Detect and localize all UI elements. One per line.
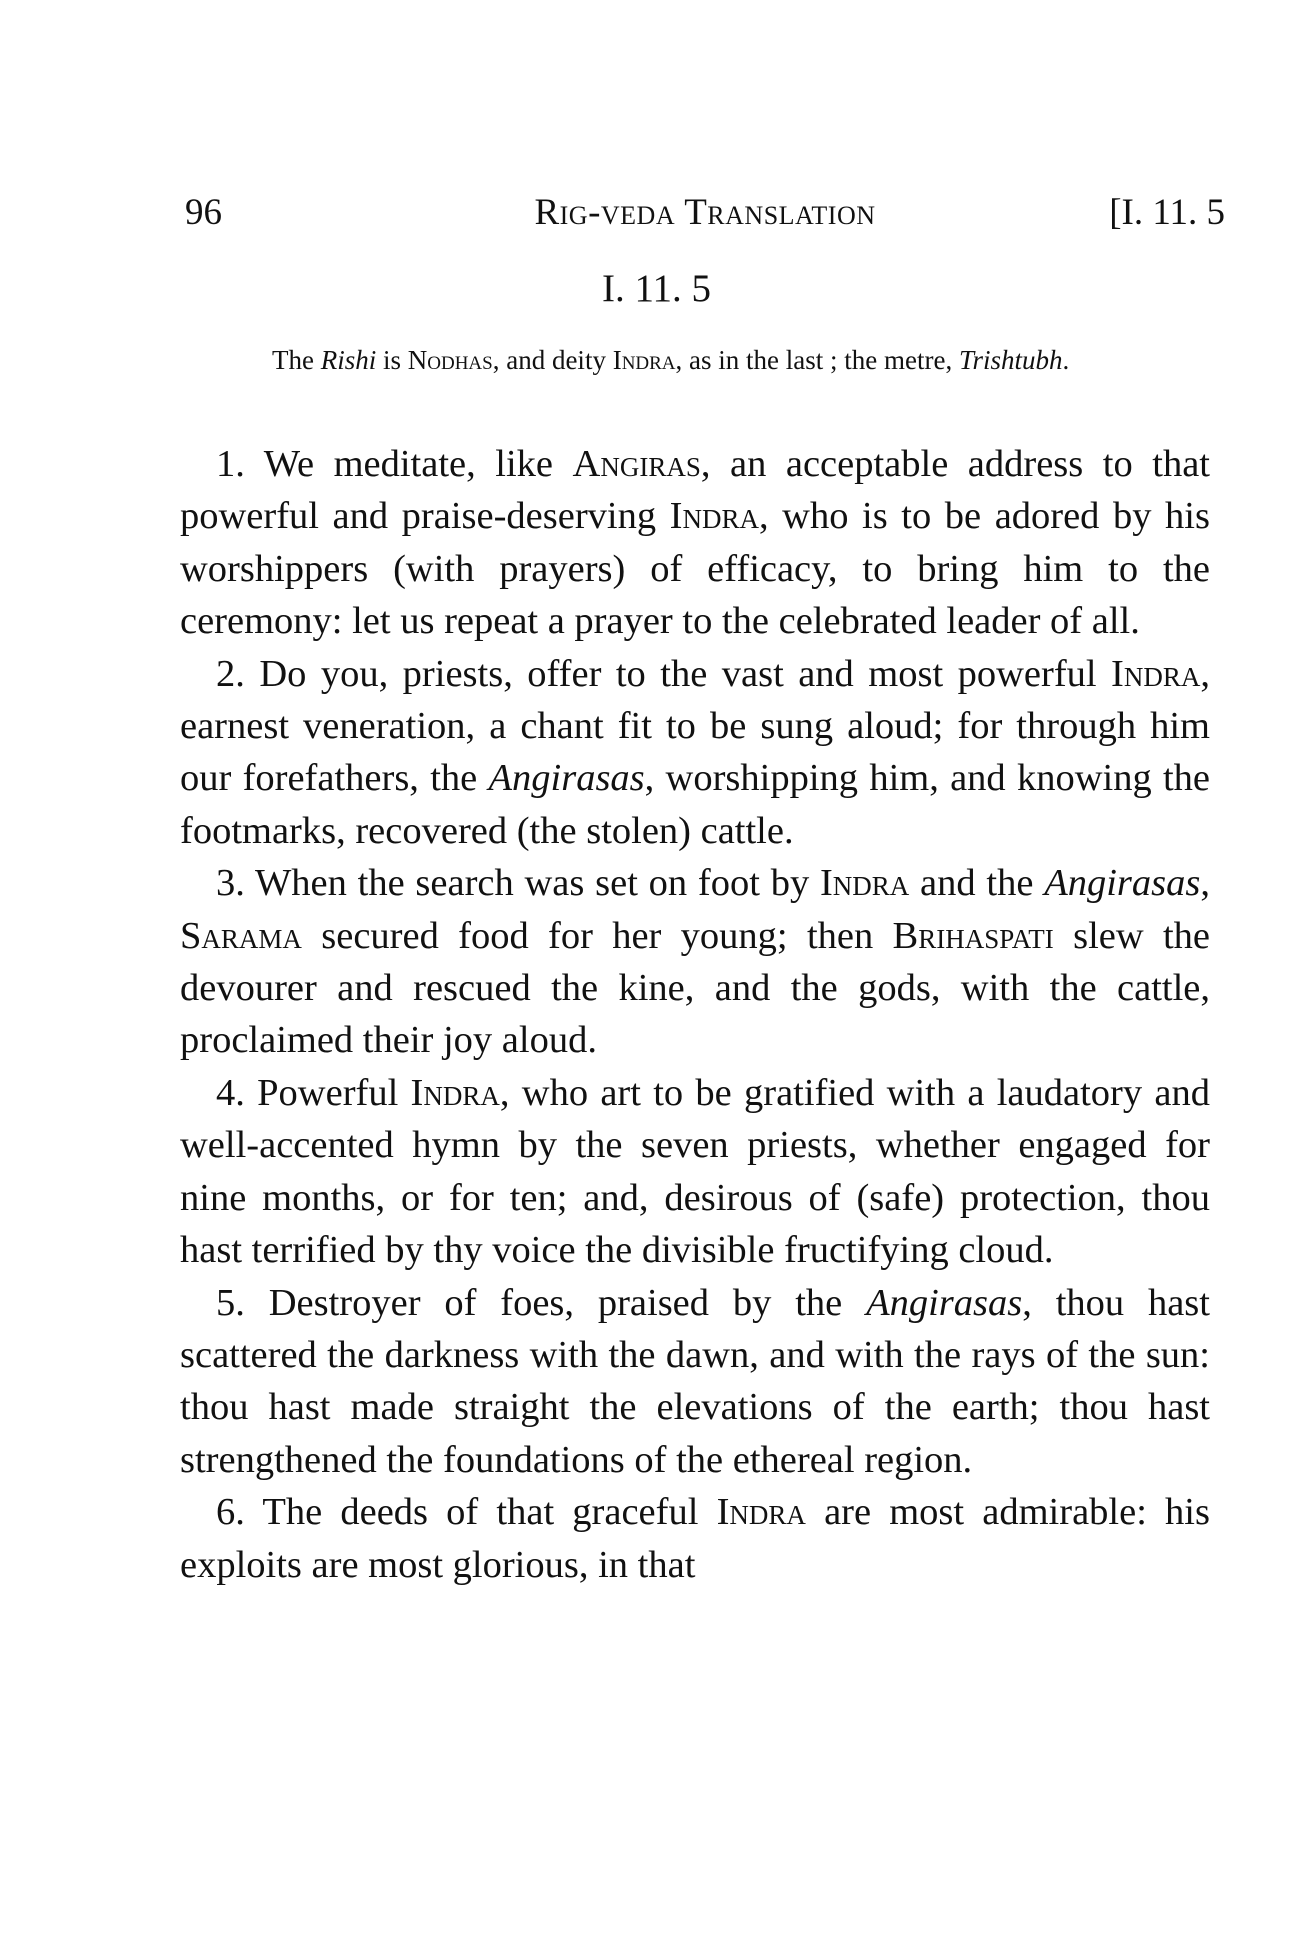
verse-text-run: 4. Powerful xyxy=(216,1071,411,1114)
intro-text: is xyxy=(376,345,408,375)
verse-text-run: , xyxy=(1200,862,1210,905)
verse-text-run: 5. Destroyer of foes, praised by the xyxy=(216,1281,867,1324)
verse-name: Brihaspati xyxy=(892,914,1054,957)
verse-name: Indra xyxy=(716,1491,806,1534)
verse-1 xyxy=(180,438,1210,648)
verse-text-run: 6. The deeds of that graceful xyxy=(216,1491,717,1534)
verse-text-run: , an acceptable address to that powerful and praise-deserving xyxy=(180,443,1210,538)
running-title: Rig-veda Translation xyxy=(534,192,876,233)
verse-text-run: slew the devourer and rescued the kine, and the gods, with the cattle, proclaimed their joy aloud. xyxy=(180,914,1211,1062)
verse-4 xyxy=(180,1067,1210,1277)
running-reference: [I. 11. 5 xyxy=(1109,192,1225,233)
verse-text-run: , worshipping him, and knowing the footmarks, recovered (the stolen) cattle. xyxy=(180,757,1210,852)
verse-text xyxy=(180,438,1210,1591)
verse-text-run: 1. We meditate, like xyxy=(216,443,573,485)
verse-2 xyxy=(180,648,1210,858)
intro-indra: Indra xyxy=(612,345,676,375)
verse-text-run: are most admirable: his exploits are most glorious, in that xyxy=(180,1491,1210,1586)
intro-text: The xyxy=(272,345,321,375)
verse-italic: Angirasas xyxy=(488,757,645,800)
intro-text: , as in the last ; the metre, xyxy=(675,345,959,375)
section-heading: I. 11. 5 xyxy=(601,267,712,310)
intro-text: . xyxy=(1062,345,1070,375)
verse-name: Indra xyxy=(410,1071,500,1114)
intro-note xyxy=(180,338,1210,382)
intro-rishi: Rishi xyxy=(320,345,377,375)
verse-text-run: 2. Do you, priests, offer to the vast and most powerful xyxy=(216,652,1112,695)
page-number: 96 xyxy=(185,192,222,233)
verse-6 xyxy=(180,1486,1210,1591)
running-head xyxy=(185,188,1225,238)
verse-text-run: and the xyxy=(909,862,1045,905)
verse-name: Indra xyxy=(669,495,759,538)
verse-name: Angiras xyxy=(572,443,701,485)
verse-italic: Angirasas xyxy=(866,1281,1023,1324)
intro-metre: Trishtubh xyxy=(958,345,1063,375)
verse-text-run: , earnest veneration, a chant fit to be sung aloud; for through him our forefathers, the xyxy=(180,652,1210,800)
verse-3 xyxy=(180,857,1210,1067)
verse-name: Indra xyxy=(819,862,910,905)
verse-text-run: secured food for her young; then xyxy=(301,914,893,957)
intro-nodhas: Nodhas xyxy=(407,345,493,375)
verse-italic: Angirasas xyxy=(1044,862,1201,905)
verse-text-run: , who is to be adored by his worshippers (with prayers) of efficacy, to bring him to the ceremony: let us repeat a prayer to the celebrated leader of all. xyxy=(180,495,1210,643)
intro-text: , and deity xyxy=(492,345,613,375)
verse-text-run: , who art to be gratified with a laudatory and well-accented hymn by the seven priests, whether engaged for nine months, or for ten; and, desirous of (safe) protection, thou hast terrified by thy voice the divisible fructifying cloud. xyxy=(180,1071,1210,1272)
verse-5 xyxy=(180,1277,1210,1487)
verse-name: Sarama xyxy=(180,914,302,957)
verse-text-run: , thou hast scattered the darkness with the dawn, and with the rays of the sun: thou hast made straight the elevations of the earth; thou hast strengthened the foundations of the ethereal region. xyxy=(180,1281,1210,1481)
verse-name: Indra xyxy=(1111,652,1201,695)
verse-text-run: 3. When the search was set on foot by xyxy=(216,862,820,905)
